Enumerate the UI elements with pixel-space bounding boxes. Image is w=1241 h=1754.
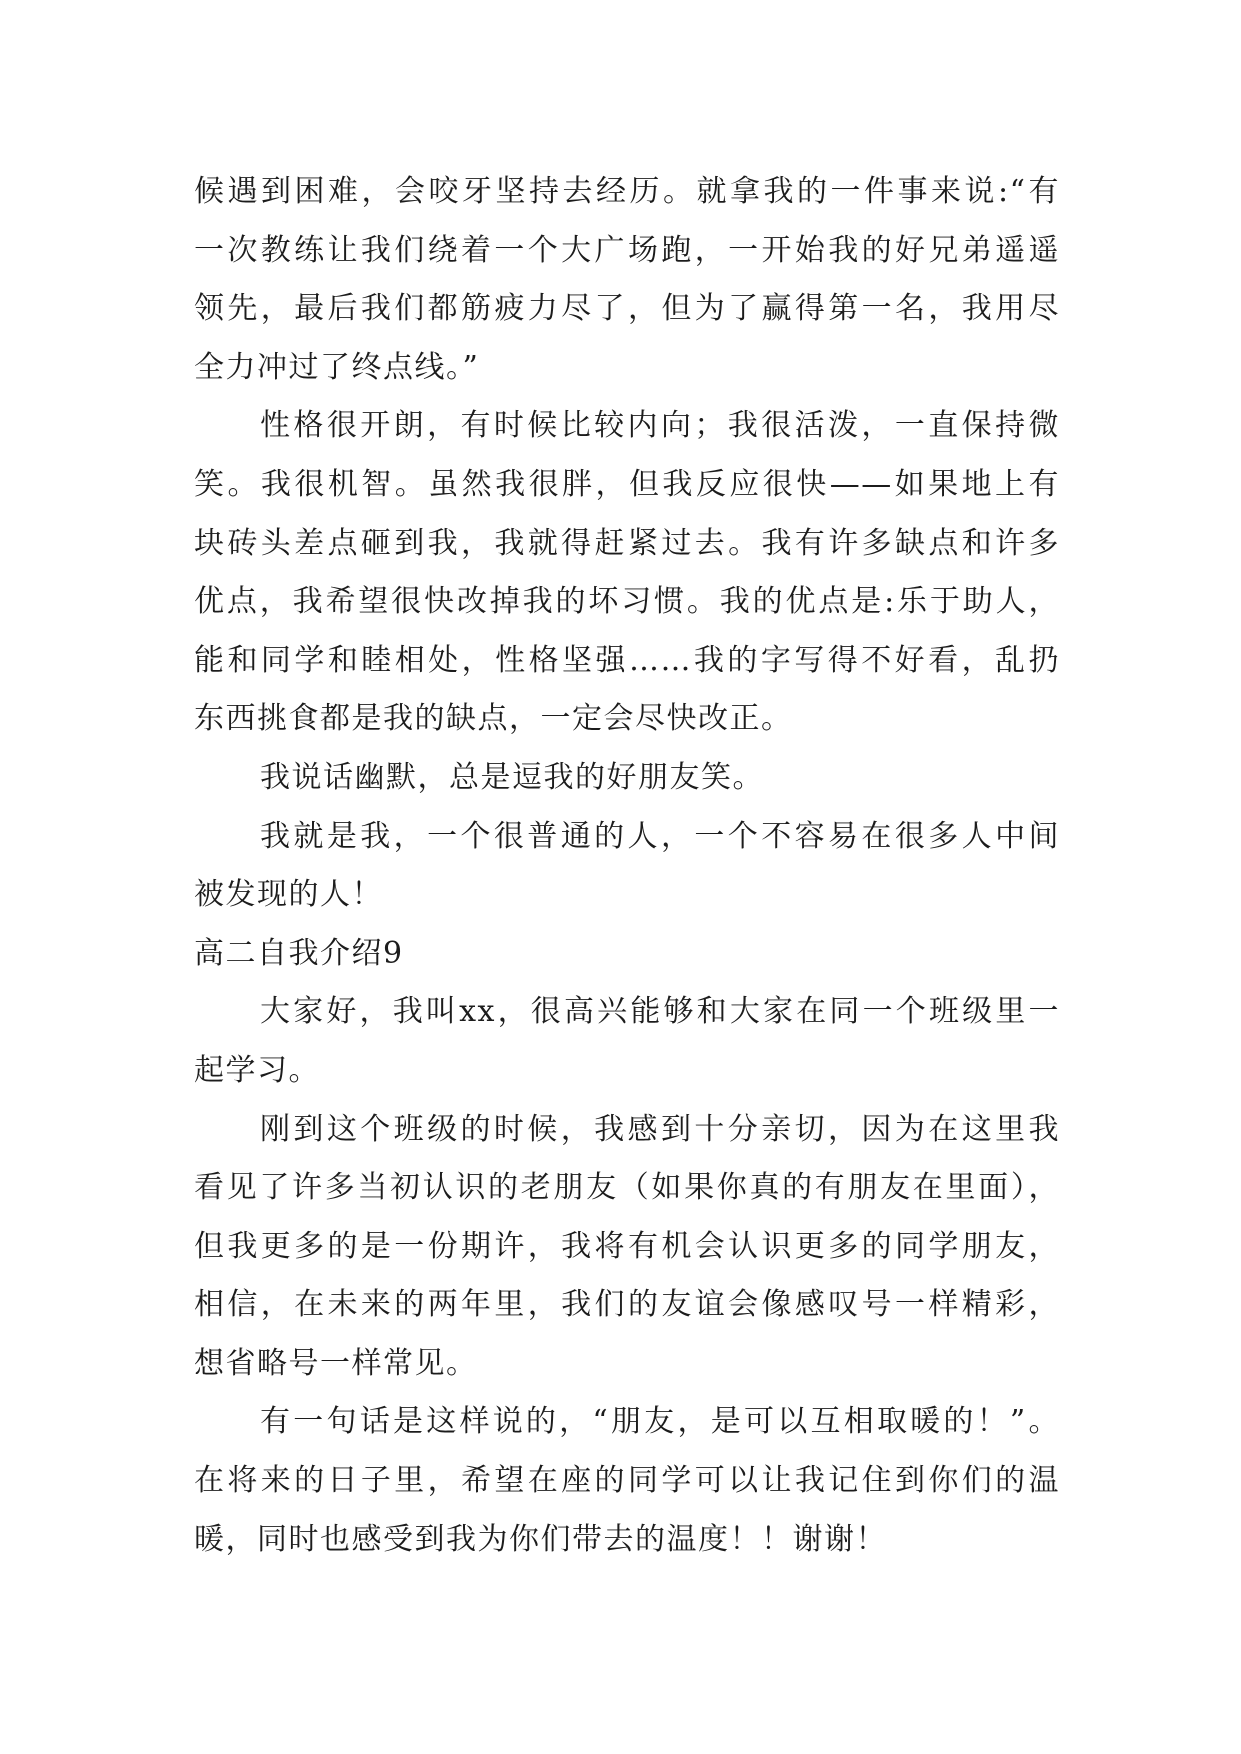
text-line: 能和同学和睦相处，性格坚强……我的字写得不好看，乱扔 <box>194 642 1060 678</box>
text-line: 笑。我很机智。虽然我很胖，但我反应很快——如果地上有 <box>194 466 1060 502</box>
section-self-introduction-9 <box>194 925 1060 1570</box>
text-line: 我就是我，一个很普通的人，一个不容易在很多人中间 <box>260 818 1060 854</box>
text-line: 候遇到困难，会咬牙坚持去经历。就拿我的一件事来说:“有 <box>194 174 1060 209</box>
paragraph <box>194 808 1060 925</box>
paragraph <box>194 397 1060 749</box>
text-line: 想省略号一样常见。 <box>194 1345 478 1381</box>
text-line: 在将来的日子里，希望在座的同学可以让我记住到你们的温 <box>194 1463 1060 1499</box>
text-line: 块砖头差点砸到我，我就得赶紧过去。我有许多缺点和许多 <box>194 525 1060 561</box>
paragraph <box>194 983 1060 1100</box>
paragraph <box>194 163 1060 397</box>
text-line: 被发现的人！ <box>194 877 383 913</box>
text-line: 领先，最后我们都筋疲力尽了，但为了赢得第一名，我用尽 <box>194 291 1060 327</box>
text-line: 全力冲过了终点线。” <box>194 349 480 385</box>
text-line: 大家好，我叫xx，很高兴能够和大家在同一个班级里一 <box>260 994 1060 1030</box>
paragraph <box>194 1393 1060 1569</box>
text-line: 看见了许多当初认识的老朋友（如果你真的有朋友在里面）， <box>194 1170 1060 1206</box>
text-line: 东西挑食都是我的缺点，一定会尽快改正。 <box>194 701 793 737</box>
text-line: 暖，同时也感受到我为你们带去的温度！！谢谢！ <box>194 1521 887 1557</box>
document-body <box>194 163 1060 1569</box>
text-line: 一次教练让我们绕着一个大广场跑，一开始我的好兄弟遥遥 <box>194 232 1060 268</box>
paragraph <box>194 1101 1060 1394</box>
section-previous-essay-ending <box>194 163 1060 925</box>
text-line: 但我更多的是一份期许，我将有机会认识更多的同学朋友， <box>194 1228 1060 1264</box>
paragraph <box>194 749 1060 808</box>
text-line: 相信，在未来的两年里，我们的友谊会像感叹号一样精彩， <box>194 1287 1060 1323</box>
section-heading: 高二自我介绍9 <box>194 935 404 971</box>
text-line: 优点，我希望很快改掉我的坏习惯。我的优点是:乐于助人， <box>194 584 1060 620</box>
text-line: 刚到这个班级的时候，我感到十分亲切，因为在这里我 <box>260 1111 1060 1147</box>
text-line: 起学习。 <box>194 1052 320 1088</box>
text-line: 我说话幽默，总是逗我的好朋友笑。 <box>260 759 764 795</box>
text-line: 有一句话是这样说的，“朋友，是可以互相取暖的！”。 <box>260 1404 1060 1440</box>
text-line: 性格很开朗，有时候比较内向；我很活泼，一直保持微 <box>260 408 1060 444</box>
